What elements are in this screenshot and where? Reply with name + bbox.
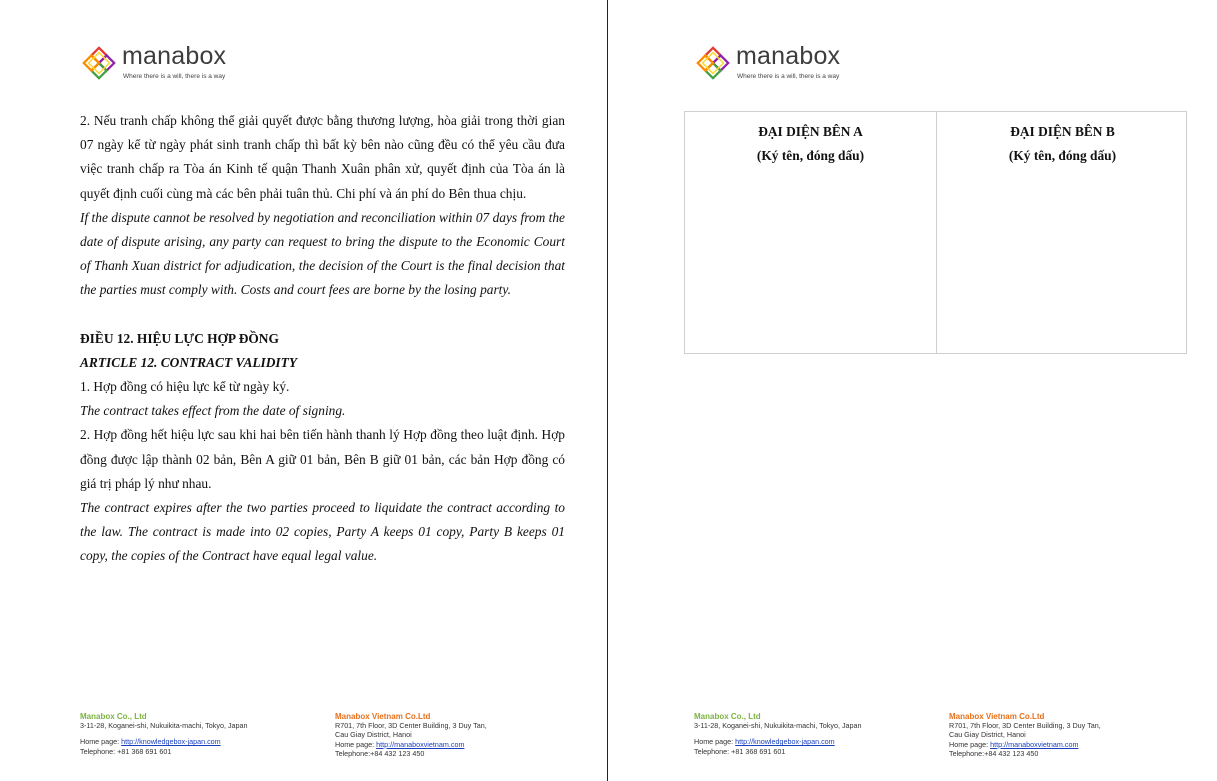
article-12-heading-vi: ĐIỀU 12. HIỆU LỰC HỢP ĐỒNG <box>80 330 279 346</box>
party-a-title: ĐẠI DIỆN BÊN A <box>758 124 863 139</box>
footer-homepage-jp <box>694 737 862 746</box>
homepage-label: Home page: <box>80 737 122 747</box>
footer-telephone-jp: Telephone: +81 368 691 601 <box>80 746 172 756</box>
homepage-link-jp[interactable]: http://knowledgebox-japan.com <box>121 737 221 747</box>
footer-company-vn: Manabox Vietnam Co.Ltd <box>335 712 431 721</box>
footer-telephone-vn: Telephone:+84 432 123 450 <box>335 748 425 758</box>
dispute-paragraph-vi: 2. Nếu tranh chấp không thể giải quyết được bằng thương lượng, hòa giải trong thời gian 07 ngày kể từ ngày phát sinh tranh chấp thì bất kỳ bên nào cũng đều có thể yêu cầu đưa việc tranh chấp ra Tòa án Kinh tế quận Thanh Xuân phân xử, quyết định của Tòa án là quyết định cuối cùng mà các bên phải tuân thủ. Chi phí và án phí do Bên thua chịu. <box>80 113 565 201</box>
manabox-logo-icon <box>694 44 732 82</box>
signature-table <box>684 111 1187 354</box>
validity-item2-vi: 2. Hợp đồng hết hiệu lực sau khi hai bên tiến hành thanh lý Hợp đồng theo luật định. Hợp đồng được lập thành 02 bản, Bên A giữ 01 bản, Bên B giữ 01 bản, các bản Hợp đồng có giá trị pháp lý như nhau. <box>80 427 565 491</box>
homepage-link-jp[interactable]: http://knowledgebox-japan.com <box>735 737 835 747</box>
page-divider <box>607 0 608 781</box>
manabox-logo-icon <box>80 44 118 82</box>
footer-address-vn-1: R701, 7th Floor, 3D Center Building, 3 Duy Tan, <box>335 721 487 731</box>
signature-cell-party-a <box>685 112 936 353</box>
validity-item1-vi: 1. Hợp đồng có hiệu lực kể từ ngày ký. <box>80 379 290 395</box>
article-12-heading-en: ARTICLE 12. CONTRACT VALIDITY <box>80 354 298 370</box>
footer-vietnam <box>949 712 1101 758</box>
homepage-link-vn[interactable]: http://manaboxvietnam.com <box>376 739 465 749</box>
party-b-title: ĐẠI DIỆN BÊN B <box>1010 124 1115 139</box>
footer-japan <box>80 712 248 756</box>
homepage-link-vn[interactable]: http://manaboxvietnam.com <box>990 739 1079 749</box>
validity-item2-en: The contract expires after the two parties proceed to liquidate the contract according to the law. The contract is made into 02 copies, Party A keeps 01 copy, Party B keeps 01 copy, the copies of the Contract have equal legal value. <box>80 500 565 564</box>
footer-address-jp: 3-11-28, Koganei-shi, Nukuikita-machi, Tokyo, Japan <box>694 721 862 731</box>
footer-address-vn-1: R701, 7th Floor, 3D Center Building, 3 Duy Tan, <box>949 721 1101 731</box>
signature-cell-party-b <box>936 112 1188 353</box>
footer-telephone-jp: Telephone: +81 368 691 601 <box>694 746 786 756</box>
validity-item1-en: The contract takes effect from the date of signing. <box>80 403 346 419</box>
dispute-paragraph-en: If the dispute cannot be resolved by negotiation and reconciliation within 07 days from the date of dispute arising, any party can request to bring the dispute to the Economic Court of Thanh Xuan district for adjudication, the decision of the Court is the final decision that the parties must comply with. Costs and court fees are borne by the losing party. <box>80 209 565 298</box>
footer-company-jp: Manabox Co., Ltd <box>80 712 147 721</box>
footer-company-jp: Manabox Co., Ltd <box>694 712 761 721</box>
party-a-instruction: (Ký tên, đóng dấu) <box>756 148 865 163</box>
contract-body <box>80 109 565 569</box>
footer-company-vn: Manabox Vietnam Co.Ltd <box>949 712 1045 721</box>
homepage-label: Home page: <box>335 739 377 749</box>
brand-tagline: Where there is a will, there is a way <box>737 73 840 80</box>
homepage-label: Home page: <box>694 737 736 747</box>
footer-japan <box>694 712 862 756</box>
party-b-instruction: (Ký tên, đóng dấu) <box>1008 148 1117 163</box>
footer-homepage-vn <box>335 740 487 749</box>
footer-address-jp: 3-11-28, Koganei-shi, Nukuikita-machi, Tokyo, Japan <box>80 721 248 731</box>
footer-vietnam <box>335 712 487 758</box>
footer-address-vn-2: Cau Giay District, Hanoi <box>949 730 1026 740</box>
document-page-right <box>609 0 1217 781</box>
footer-homepage-vn <box>949 740 1101 749</box>
document-page-left <box>0 0 608 781</box>
footer-telephone-vn: Telephone:+84 432 123 450 <box>949 748 1039 758</box>
footer-homepage-jp <box>80 737 248 746</box>
homepage-label: Home page: <box>949 739 991 749</box>
footer-address-vn-2: Cau Giay District, Hanoi <box>335 730 412 740</box>
brand-name: manabox <box>736 42 841 70</box>
brand-name: manabox <box>122 42 227 70</box>
brand-tagline: Where there is a will, there is a way <box>123 73 226 80</box>
